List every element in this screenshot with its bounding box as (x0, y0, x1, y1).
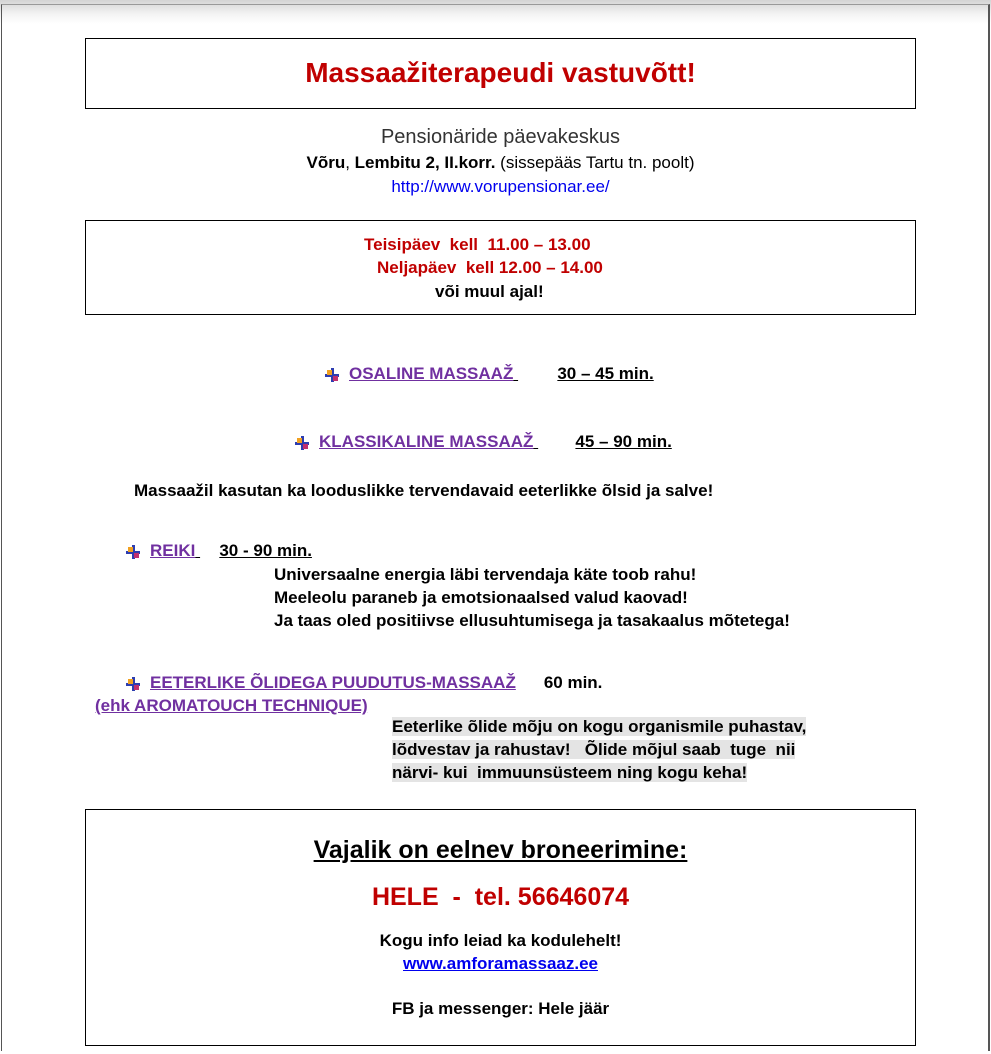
booking-phone: HELE - tel. 56646074 (371, 883, 630, 911)
hours-line-1: Teisipäev kell 11.00 – 13.00 (364, 235, 591, 254)
service-klassikaline-name[interactable]: KLASSIKALINE MASSAAŽ (319, 432, 534, 451)
address-separator: , (345, 153, 355, 172)
oils-note: Massaažil kasutan ka looduslikke tervendavaid eeterlikke õlsid ja salve! (134, 481, 714, 500)
booking-heading: Vajalik on eelnev broneerimine: (313, 836, 688, 864)
location-name: Pensionäride päevakeskus (380, 126, 621, 148)
service-osaline-name[interactable]: OSALINE MASSAAŽ (349, 364, 514, 383)
hours-box (85, 220, 916, 315)
reiki-desc-3: Ja taas oled positiivse ellusuhtumisega ja tasakaalus mõtetega! (274, 611, 790, 630)
service-klassikaline-duration: 45 – 90 min. (575, 432, 672, 451)
service-reiki-name[interactable]: REIKI (150, 541, 196, 560)
star-bullet-icon (126, 677, 140, 691)
address-street: Lembitu 2, II.korr. (354, 153, 496, 172)
service-aroma-subtitle[interactable]: (ehk AROMATOUCH TECHNIQUE) (95, 696, 368, 715)
location-url-row (85, 177, 916, 197)
aroma-desc-2-text: lõdvestav ja rahustav! Õlide mõjul saab tuge nii (392, 740, 796, 759)
hours-line-3: või muul ajal! (435, 282, 544, 301)
title-box (85, 38, 916, 109)
service-osaline-duration: 30 – 45 min. (557, 364, 654, 383)
star-bullet-icon (325, 368, 339, 382)
service-klassikaline-spacer (533, 432, 575, 452)
location-address (85, 153, 916, 173)
service-aroma-spacer (516, 673, 544, 693)
service-aroma (126, 673, 602, 693)
service-reiki (126, 541, 312, 561)
service-aroma-duration: 60 min. (543, 673, 603, 692)
star-bullet-icon (126, 545, 140, 559)
service-osaline (325, 364, 654, 384)
hours-line-2: Neljapäev kell 12.00 – 14.00 (377, 258, 603, 277)
location-url-link[interactable]: http://www.vorupensionar.ee/ (391, 177, 610, 196)
booking-fb: FB ja messenger: Hele jäär (391, 999, 610, 1018)
booking-box (85, 809, 916, 1046)
reiki-desc-1: Universaalne energia läbi tervendaja käte toob rahu! (274, 565, 697, 584)
booking-info: Kogu info leiad ka kodulehelt! (379, 931, 622, 950)
address-note: (sissepääs Tartu tn. poolt) (495, 153, 695, 172)
address-city: Võru (306, 153, 346, 172)
aroma-desc-1 (392, 717, 806, 737)
aroma-desc-1-text: Eeterlike õlide mõju on kogu organismile puhastav, (392, 717, 807, 736)
service-aroma-name[interactable]: EETERLIKE ÕLIDEGA PUUDUTUS-MASSAAŽ (150, 673, 516, 692)
aroma-desc-3-text: närvi- kui immuunsüsteem ning kogu keha! (392, 763, 748, 782)
booking-url-link[interactable]: www.amforamassaaz.ee (403, 954, 598, 973)
service-reiki-spacer (195, 541, 219, 561)
service-klassikaline (295, 432, 672, 452)
star-bullet-icon (295, 436, 309, 450)
aroma-desc-3 (392, 763, 747, 783)
page-title: Massaažiterapeudi vastuvõtt! (305, 57, 696, 88)
service-reiki-duration: 30 - 90 min. (219, 541, 312, 560)
booking-url-row (86, 954, 915, 974)
aroma-desc-2 (392, 740, 795, 760)
service-osaline-spacer (513, 364, 557, 384)
reiki-desc-2: Meeleolu paraneb ja emotsionaalsed valud kaovad! (274, 588, 688, 607)
